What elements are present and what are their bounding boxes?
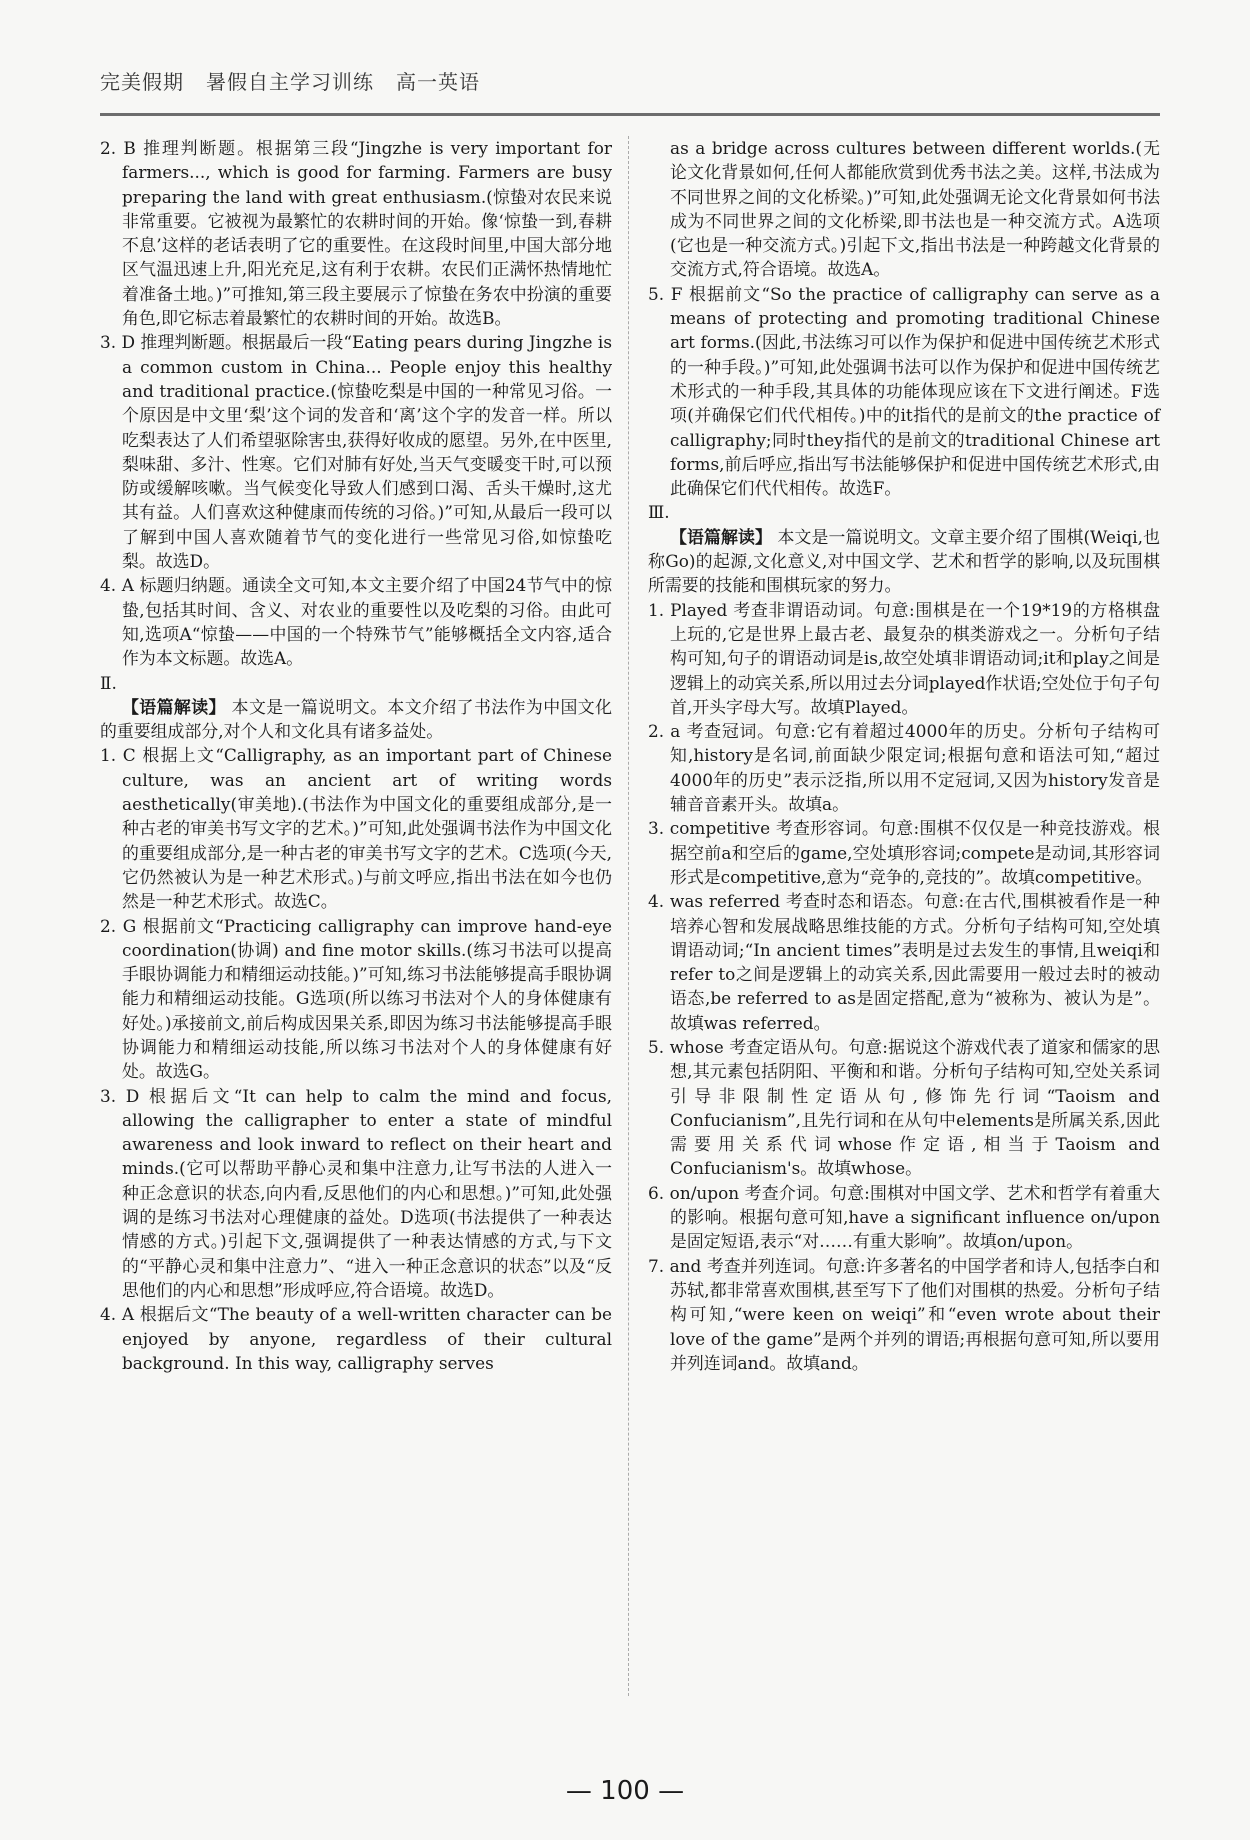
answer-item: 2. G 根据前文“Practicing calligraphy can improve hand-eye coordination(协调) and fine motor skills.(练习书法可以提高手眼协调能力和精细运动技能。)”可知,练习书法能够提高手眼协调能力和精细运动技能。G选项(所以练习书法对个人的身体健康有好处。)承接前文,前后构成因果关系,即因为练习书法能够提高手眼协调能力和精细运动技能,所以练习书法对个人的身体健康有好处。故选G。 <box>100 915 612 1082</box>
answer-item: 4. A 根据后文“The beauty of a well-written character can be enjoyed by anyone, regardless of their cultural background. In this way, calligraphy serves <box>100 1304 612 1373</box>
answer-item: 2. B 推理判断题。根据第三段“Jingzhe is very important for farmers..., which is good for farming. Farmers are busy preparing the land with great enthusiasm.(惊蛰对农民来说非常重要。它被视为最繁忙的农耕时间的开始。像‘惊蛰一到,春耕不息’这样的老话表明了它的重要性。在这段时间里,中国大部分地区气温迅速上升,阳光充足,这有利于农耕。农民们正满怀热情地忙着准备土地。)”可推知,第三段主要展示了惊蛰在务农中扮演的重要角色,即它标志着最繁忙的农耕时间的开始。故选B。 <box>100 138 612 329</box>
answer-item: 6. on/upon 考查介词。句意:围棋对中国文学、艺术和哲学有着重大的影响。根据句意可知,have a significant influence on/upon是固定短语,表示“对……有重大影响”。故填on/upon。 <box>648 1182 1160 1252</box>
header-subject: 高一英语 <box>396 70 480 94</box>
header-rule <box>100 113 1160 116</box>
answer-continuation: as a bridge across cultures between different worlds.(无论文化背景如何,任何人都能欣赏到优秀书法之美。这样,书法成为不同世界之间的文化桥梁。)”可知,此处强调无论文化背景如何书法成为不同世界之间的文化桥梁,即书法也是一种交流方式。A选项(它也是一种交流方式。)引起下文,指出书法是一种跨越文化背景的交流方式,符合语境。故选A。 <box>670 138 1160 280</box>
passage-analysis-label: 【语篇解读】 <box>670 526 772 547</box>
answer-item: 1. Played 考查非谓语动词。句意:围棋是在一个19*19的方格棋盘上玩的,它是世界上最古老、最复杂的棋类游戏之一。分析句子结构可知,句子的谓语动词是is,故空处填非谓语动词;it和play之间是逻辑上的动宾关系,所以用过去分词played作状语;空处位于句子句首,开头字母大写。故填Played。 <box>648 599 1160 717</box>
left-column <box>100 136 612 1375</box>
passage-analysis <box>648 525 1160 598</box>
header-subtitle: 暑假自主学习训练 <box>206 70 374 94</box>
page-header <box>100 66 1160 95</box>
answer-item: 3. competitive 考查形容词。句意:围棋不仅仅是一种竞技游戏。根据空前a和空后的game,空处填形容词;compete是动词,其形容词形式是competitive,意为“竞争的,竞技的”。故填competitive。 <box>648 818 1160 887</box>
answer-item: 4. was referred 考查时态和语态。句意:在古代,围棋被看作是一种培养心智和发展战略思维技能的方式。分析句子结构可知,空处填谓语动词;“In ancient times”表明是过去发生的事情,且weiqi和refer to之间是逻辑上的动宾关系,因此需要用一般过去时的被动语态,be referred to as是固定搭配,意为“被称为、被认为是”。故填was referred。 <box>648 891 1160 1033</box>
answer-item: 5. F 根据前文“So the practice of calligraphy can serve as a means of protecting and promoting traditional Chinese art forms.(因此,书法练习可以作为保护和促进中国传统艺术形式的一种手段。)”可知,此处强调书法可以作为保护和促进中国传统艺术形式的一种手段,其具体的功能体现应该在下文进行阐述。F选项(并确保它们代代相传。)中的it指代的是前文的the practice of calligraphy;同时they指代的是前文的traditional Chinese art forms,前后呼应,指出写书法能够保护和促进中国传统艺术形式,由此确保它们代代相传。故选F。 <box>648 283 1160 499</box>
answer-item: 3. D 根据后文“It can help to calm the mind and focus, allowing the calligrapher to enter a state of mindful awareness and look inward to reflect on their heart and minds.(它可以帮助平静心灵和集中注意力,让写书法的人进入一种正念意识的状态,向内看,反思他们的内心和思想。)”可知,此处强调的是练习书法对心理健康的益处。D选项(书法提供了一种表达情感的方式。)引起下文,强调提供了一种表达情感的方式,与下文的“平静心灵和集中注意力”、“进入一种正念意识的状态”以及“反思他们的内心和思想”形成呼应,符合语境。故选D。 <box>100 1085 612 1300</box>
header-book-title: 完美假期 <box>100 70 184 94</box>
passage-analysis-text: 本文是一篇说明文。本文介绍了书法作为中国文化的重要组成部分,对个人和文化具有诸多益处。 <box>100 696 613 742</box>
answer-item: 3. D 推理判断题。根据最后一段“Eating pears during Jingzhe is a common custom in China... People enjoy this healthy and traditional practice.(惊蛰吃梨是中国的一种常见习俗。一个原因是中文里‘梨’这个词的发音和‘离’这个字的发音一样。所以吃梨表达了人们希望驱除害虫,获得好收成的愿望。另外,在中医里,梨味甜、多汁、性寒。它们对肺有好处,当天气变暖变干时,可以预防或缓解咳嗽。当气候变化导致人们感到口渴、舌头干燥时,这尤其有益。人们喜欢这种健康而传统的习俗。)”可知,从最后一段可以了解到中国人喜欢随着节气的变化进行一些常见习俗,如惊蛰吃梨。故选D。 <box>100 332 612 572</box>
section-numeral: Ⅱ. <box>100 672 117 693</box>
section-numeral: Ⅲ. <box>648 502 670 523</box>
passage-analysis <box>100 695 612 744</box>
answer-item: 4. A 标题归纳题。通读全文可知,本文主要介绍了中国24节气中的惊蛰,包括其时间、含义、对农业的重要性以及吃梨的习俗。由此可知,选项A“惊蛰——中国的一个特殊节气”能够概括全文内容,适合作为本文标题。故选A。 <box>100 575 612 669</box>
answer-item: 7. and 考查并列连词。句意:许多著名的中国学者和诗人,包括李白和苏轼,都非常喜欢围棋,甚至写下了他们对围棋的热爱。分析句子结构可知,“were keen on weiqi”和“even wrote about their love of the game”是两个并列的谓语;再根据句意可知,所以要用并列连词and。故填and。 <box>648 1255 1160 1373</box>
page-number: — 100 — <box>565 1776 685 1806</box>
answer-item: 5. whose 考查定语从句。句意:据说这个游戏代表了道家和儒家的思想,其元素包括阴阳、平衡和和谐。分析句子结构可知,空处关系词引导非限制性定语从句,修饰先行词“Taoism and Confucianism”,且先行词和在从句中elements是所属关系,因此需要用关系代词whose作定语,相当于Taoism and Confucianism's。故填whose。 <box>648 1036 1160 1179</box>
answer-item: 1. C 根据上文“Calligraphy, as an important part of Chinese culture, was an ancient art of writing words aesthetically(审美地).(书法作为中国文化的重要组成部分,是一种古老的审美书写文字的艺术。)”可知,此处强调书法作为中国文化的重要组成部分,是一种古老的审美书写文字的艺术。C选项(今天,它仍然被认为是一种艺术形式。)与前文呼应,指出书法在如今也仍然是一种艺术形式。故选C。 <box>100 745 612 912</box>
passage-analysis-text: 本文是一篇说明文。文章主要介绍了围棋(Weiqi,也称Go)的起源,文化意义,对中国文学、艺术和哲学的影响,以及玩围棋所需要的技能和围棋玩家的努力。 <box>648 526 1161 596</box>
answer-item: 2. a 考查冠词。句意:它有着超过4000年的历史。分析句子结构可知,history是名词,前面缺少限定词;根据句意和语法可知,“超过4000年的历史”表示泛指,所以用不定冠词,又因为history发音是辅音音素开头。故填a。 <box>648 721 1160 815</box>
column-divider <box>628 136 630 1696</box>
passage-analysis-label: 【语篇解读】 <box>122 696 226 717</box>
right-column <box>648 136 1160 1375</box>
